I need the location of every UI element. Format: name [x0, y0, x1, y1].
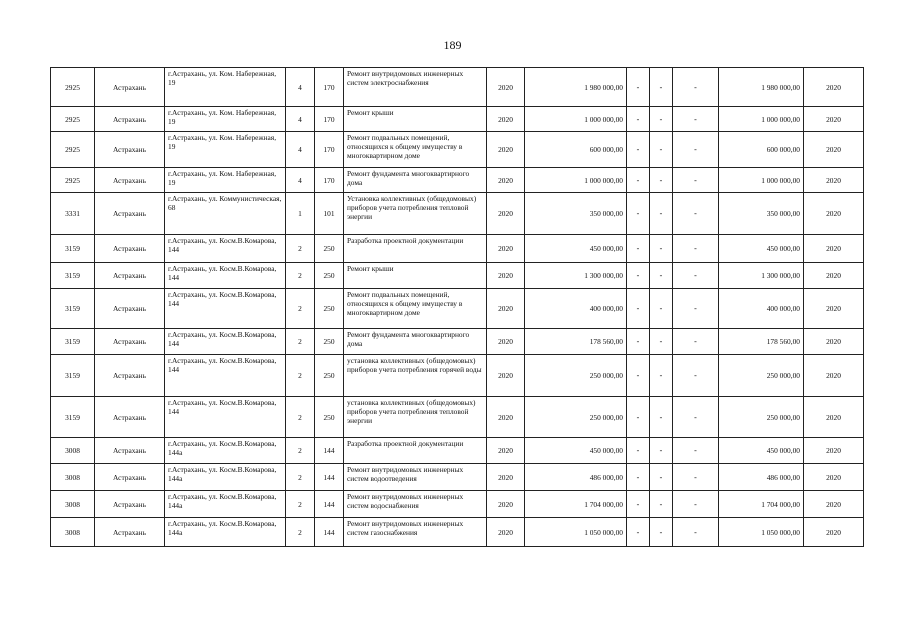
cell-year: 2020: [487, 193, 525, 235]
cell-code: 3159: [51, 355, 95, 397]
cell-address: г.Астрахань, ул. Ком. Набережная, 19: [165, 68, 286, 107]
cell-work-type: Ремонт крыши: [344, 263, 487, 289]
cell-address: г.Астрахань, ул. Косм.В.Комарова, 144: [165, 397, 286, 438]
cell-floors: 2: [286, 329, 315, 355]
cell-work-type: установка коллективных (общедомовых) приборов учета потребления горячей воды: [344, 355, 487, 397]
cell-address: г.Астрахань, ул. Косм.В.Комарова, 144а: [165, 464, 286, 491]
cell-dash: -: [627, 168, 650, 193]
cell-dash: -: [673, 438, 719, 464]
cell-dash: -: [627, 355, 650, 397]
cell-dep: 170: [315, 132, 344, 168]
cell-total: 350 000,00: [719, 193, 804, 235]
cell-city: Астрахань: [95, 518, 165, 547]
cell-dash: -: [627, 107, 650, 132]
cell-total: 1 980 000,00: [719, 68, 804, 107]
cell-dash: -: [673, 107, 719, 132]
cell-city: Астрахань: [95, 263, 165, 289]
cell-year: 2020: [487, 289, 525, 329]
cell-cost: 1 000 000,00: [525, 168, 627, 193]
cell-dash: -: [673, 329, 719, 355]
cell-dash: -: [650, 235, 673, 263]
cell-dep: 250: [315, 397, 344, 438]
cell-code: 3159: [51, 289, 95, 329]
cell-finish-year: 2020: [804, 235, 864, 263]
cell-work-type: Ремонт подвальных помещений, относящихся к общему имуществу в многоквартирном доме: [344, 132, 487, 168]
cell-year: 2020: [487, 168, 525, 193]
cell-dep: 144: [315, 518, 344, 547]
cell-floors: 4: [286, 168, 315, 193]
cell-finish-year: 2020: [804, 491, 864, 518]
cell-year: 2020: [487, 518, 525, 547]
cell-dash: -: [650, 329, 673, 355]
cell-year: 2020: [487, 132, 525, 168]
cell-dash: -: [627, 289, 650, 329]
cell-cost: 486 000,00: [525, 464, 627, 491]
cell-address: г.Астрахань, ул. Косм.В.Комарова, 144: [165, 329, 286, 355]
cell-city: Астрахань: [95, 355, 165, 397]
cell-dash: -: [673, 289, 719, 329]
cell-total: 450 000,00: [719, 438, 804, 464]
cell-finish-year: 2020: [804, 397, 864, 438]
cell-floors: 4: [286, 68, 315, 107]
cell-code: 3008: [51, 438, 95, 464]
cell-dash: -: [673, 263, 719, 289]
cell-total: 1 300 000,00: [719, 263, 804, 289]
cell-dash: -: [627, 491, 650, 518]
page-number: 189: [443, 38, 462, 52]
cell-address: г.Астрахань, ул. Ком. Набережная, 19: [165, 107, 286, 132]
cell-work-type: Ремонт фундамента многоквартирного дома: [344, 168, 487, 193]
cell-address: г.Астрахань, ул. Ком. Набережная, 19: [165, 132, 286, 168]
cell-dash: -: [650, 107, 673, 132]
cell-total: 1 000 000,00: [719, 107, 804, 132]
cell-cost: 250 000,00: [525, 355, 627, 397]
cell-year: 2020: [487, 355, 525, 397]
cell-floors: 2: [286, 464, 315, 491]
cell-dash: -: [673, 168, 719, 193]
cell-code: 2925: [51, 107, 95, 132]
table-row: [51, 518, 864, 547]
cell-cost: 400 000,00: [525, 289, 627, 329]
cell-dash: -: [627, 329, 650, 355]
cell-total: 178 560,00: [719, 329, 804, 355]
cell-total: 1 050 000,00: [719, 518, 804, 547]
cell-work-type: Ремонт крыши: [344, 107, 487, 132]
cell-finish-year: 2020: [804, 329, 864, 355]
cell-city: Астрахань: [95, 329, 165, 355]
cell-finish-year: 2020: [804, 355, 864, 397]
cell-year: 2020: [487, 491, 525, 518]
cell-total: 400 000,00: [719, 289, 804, 329]
cell-address: г.Астрахань, ул. Косм.В.Комарова, 144: [165, 289, 286, 329]
table-row: [51, 168, 864, 193]
cell-city: Астрахань: [95, 193, 165, 235]
cell-year: 2020: [487, 263, 525, 289]
cell-code: 3331: [51, 193, 95, 235]
cell-city: Астрахань: [95, 107, 165, 132]
cell-dep: 144: [315, 491, 344, 518]
cell-cost: 1 704 000,00: [525, 491, 627, 518]
cell-dash: -: [673, 193, 719, 235]
cell-city: Астрахань: [95, 438, 165, 464]
cell-cost: 450 000,00: [525, 438, 627, 464]
cell-dash: -: [673, 235, 719, 263]
cell-address: г.Астрахань, ул. Косм.В.Комарова, 144: [165, 355, 286, 397]
table-row: [51, 263, 864, 289]
cell-address: г.Астрахань, ул. Косм.В.Комарова, 144а: [165, 518, 286, 547]
cell-floors: 2: [286, 491, 315, 518]
cell-floors: 2: [286, 438, 315, 464]
cell-floors: 4: [286, 107, 315, 132]
cell-floors: 2: [286, 518, 315, 547]
cell-code: 3159: [51, 263, 95, 289]
table-row: [51, 491, 864, 518]
cell-total: 1 704 000,00: [719, 491, 804, 518]
cell-address: г.Астрахань, ул. Ком. Набережная, 19: [165, 168, 286, 193]
cell-code: 3008: [51, 518, 95, 547]
cell-work-type: Разработка проектной документации: [344, 235, 487, 263]
cell-dash: -: [673, 397, 719, 438]
cell-total: 250 000,00: [719, 355, 804, 397]
cell-total: 600 000,00: [719, 132, 804, 168]
cell-dep: 170: [315, 168, 344, 193]
table-row: [51, 132, 864, 168]
cell-finish-year: 2020: [804, 438, 864, 464]
table-row: [51, 438, 864, 464]
cell-cost: 178 560,00: [525, 329, 627, 355]
cell-dash: -: [673, 491, 719, 518]
cell-dash: -: [650, 355, 673, 397]
cell-dash: -: [673, 355, 719, 397]
cell-year: 2020: [487, 397, 525, 438]
cell-address: г.Астрахань, ул. Косм.В.Комарова, 144а: [165, 491, 286, 518]
cell-cost: 1 050 000,00: [525, 518, 627, 547]
cell-dash: -: [650, 263, 673, 289]
table-row: [51, 464, 864, 491]
cell-code: 3008: [51, 491, 95, 518]
cell-finish-year: 2020: [804, 289, 864, 329]
cell-cost: 600 000,00: [525, 132, 627, 168]
cell-dep: 250: [315, 263, 344, 289]
cell-cost: 450 000,00: [525, 235, 627, 263]
cell-finish-year: 2020: [804, 263, 864, 289]
cell-dash: -: [650, 289, 673, 329]
cell-finish-year: 2020: [804, 518, 864, 547]
cell-dash: -: [650, 132, 673, 168]
cell-dash: -: [650, 438, 673, 464]
cell-dash: -: [673, 464, 719, 491]
cell-dash: -: [650, 464, 673, 491]
cell-city: Астрахань: [95, 464, 165, 491]
cell-work-type: Ремонт подвальных помещений, относящихся к общему имуществу в многоквартирном доме: [344, 289, 487, 329]
cell-finish-year: 2020: [804, 168, 864, 193]
cell-city: Астрахань: [95, 397, 165, 438]
cell-work-type: Ремонт внутридомовых инженерных систем водоснабжения: [344, 491, 487, 518]
cell-dep: 250: [315, 329, 344, 355]
cell-dash: -: [627, 518, 650, 547]
cell-city: Астрахань: [95, 132, 165, 168]
table-row: [51, 193, 864, 235]
cell-city: Астрахань: [95, 235, 165, 263]
cell-floors: 2: [286, 263, 315, 289]
cell-dep: 144: [315, 464, 344, 491]
cell-floors: 2: [286, 397, 315, 438]
cell-dep: 170: [315, 107, 344, 132]
cell-year: 2020: [487, 329, 525, 355]
cell-year: 2020: [487, 68, 525, 107]
table-row: [51, 107, 864, 132]
cell-address: г.Астрахань, ул. Косм.В.Комарова, 144а: [165, 438, 286, 464]
cell-finish-year: 2020: [804, 68, 864, 107]
cell-dash: -: [627, 68, 650, 107]
cell-dash: -: [650, 68, 673, 107]
cell-dash: -: [650, 397, 673, 438]
table-row: [51, 329, 864, 355]
cell-dep: 170: [315, 68, 344, 107]
cell-work-type: Разработка проектной документации: [344, 438, 487, 464]
table-row: [51, 235, 864, 263]
cell-code: 2925: [51, 168, 95, 193]
cell-dash: -: [673, 518, 719, 547]
cell-work-type: установка коллективных (общедомовых) приборов учета потребления тепловой энергии: [344, 397, 487, 438]
cell-dash: -: [627, 132, 650, 168]
cell-address: г.Астрахань, ул. Косм.В.Комарова, 144: [165, 235, 286, 263]
table-row: [51, 68, 864, 107]
cell-finish-year: 2020: [804, 193, 864, 235]
cell-dash: -: [627, 464, 650, 491]
cell-cost: 1 000 000,00: [525, 107, 627, 132]
cell-work-type: Установка коллективных (общедомовых) приборов учета потребления тепловой энергии: [344, 193, 487, 235]
cell-year: 2020: [487, 107, 525, 132]
table-row: [51, 289, 864, 329]
cell-city: Астрахань: [95, 68, 165, 107]
table-row: [51, 397, 864, 438]
cell-work-type: Ремонт внутридомовых инженерных систем водоотведения: [344, 464, 487, 491]
cell-cost: 1 980 000,00: [525, 68, 627, 107]
cell-floors: 2: [286, 355, 315, 397]
cell-finish-year: 2020: [804, 464, 864, 491]
cell-dash: -: [627, 193, 650, 235]
cell-floors: 1: [286, 193, 315, 235]
cell-floors: 4: [286, 132, 315, 168]
cell-dep: 144: [315, 438, 344, 464]
cell-city: Астрахань: [95, 289, 165, 329]
capital-repair-table: [50, 67, 864, 547]
cell-dep: 101: [315, 193, 344, 235]
cell-dash: -: [650, 491, 673, 518]
cell-code: 2925: [51, 132, 95, 168]
cell-finish-year: 2020: [804, 107, 864, 132]
cell-dash: -: [650, 193, 673, 235]
cell-year: 2020: [487, 235, 525, 263]
cell-code: 3159: [51, 235, 95, 263]
cell-cost: 1 300 000,00: [525, 263, 627, 289]
cell-year: 2020: [487, 438, 525, 464]
cell-dep: 250: [315, 235, 344, 263]
cell-code: 3159: [51, 329, 95, 355]
cell-work-type: Ремонт фундамента многоквартирного дома: [344, 329, 487, 355]
table-row: [51, 355, 864, 397]
cell-code: 3008: [51, 464, 95, 491]
cell-dep: 250: [315, 289, 344, 329]
cell-city: Астрахань: [95, 491, 165, 518]
cell-address: г.Астрахань, ул. Коммунистическая, 68: [165, 193, 286, 235]
cell-floors: 2: [286, 235, 315, 263]
cell-dash: -: [650, 518, 673, 547]
cell-dash: -: [650, 168, 673, 193]
cell-total: 450 000,00: [719, 235, 804, 263]
cell-finish-year: 2020: [804, 132, 864, 168]
cell-dash: -: [627, 438, 650, 464]
cell-total: 1 000 000,00: [719, 168, 804, 193]
cell-total: 486 000,00: [719, 464, 804, 491]
cell-cost: 250 000,00: [525, 397, 627, 438]
cell-year: 2020: [487, 464, 525, 491]
cell-dash: -: [627, 397, 650, 438]
cell-dash: -: [627, 235, 650, 263]
cell-code: 3159: [51, 397, 95, 438]
cell-floors: 2: [286, 289, 315, 329]
cell-dash: -: [627, 263, 650, 289]
cell-cost: 350 000,00: [525, 193, 627, 235]
cell-dash: -: [673, 132, 719, 168]
cell-address: г.Астрахань, ул. Косм.В.Комарова, 144: [165, 263, 286, 289]
cell-dash: -: [673, 68, 719, 107]
cell-city: Астрахань: [95, 168, 165, 193]
cell-work-type: Ремонт внутридомовых инженерных систем газоснабжения: [344, 518, 487, 547]
cell-dep: 250: [315, 355, 344, 397]
cell-total: 250 000,00: [719, 397, 804, 438]
cell-work-type: Ремонт внутридомовых инженерных систем электроснабжения: [344, 68, 487, 107]
cell-code: 2925: [51, 68, 95, 107]
